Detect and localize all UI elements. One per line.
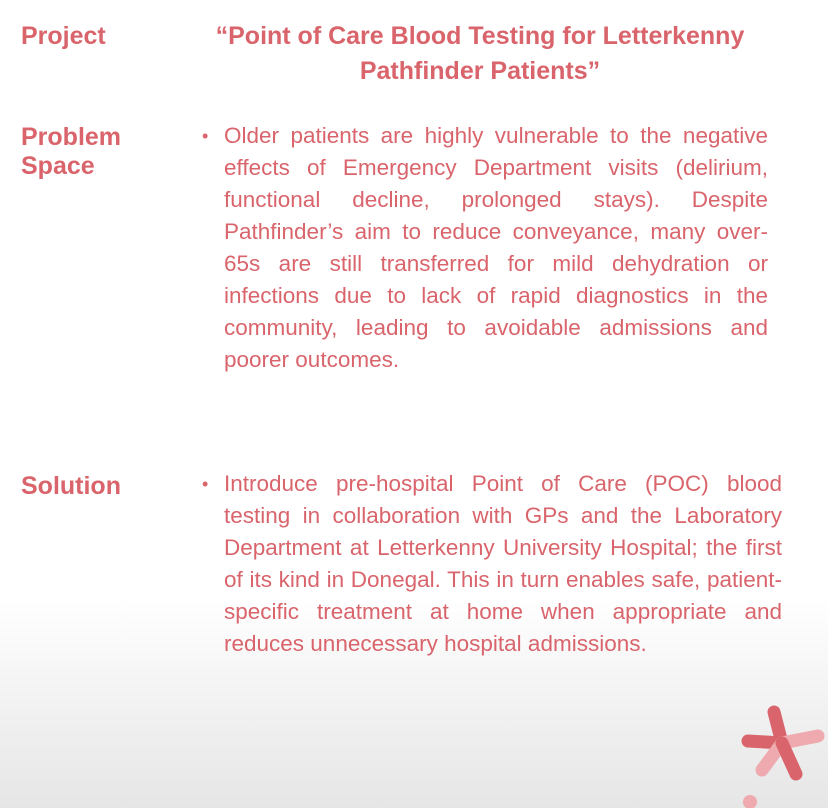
project-label: Project xyxy=(21,22,106,50)
problem-space-label-line2: Space xyxy=(21,152,95,180)
bullet-dot-icon: • xyxy=(202,126,209,146)
problem-space-label-line1: Problem xyxy=(21,123,122,151)
logo-stroke-bottom-right xyxy=(782,743,796,774)
problem-space-label xyxy=(21,123,121,181)
project-title: “Point of Care Blood Testing for Letterkenny Pathfinder Patients” xyxy=(215,22,745,85)
problem-space-text: Older patients are highly vulnerable to the negative effects of Emergency Department visits (delirium, functional decline, prolonged stays). Despite Pathfinder’s aim to reduce conveyance, many over-65s are still transferred for mild dehydration or infections due to lack of rapid diagnostics in the community, leading to avoidable admissions and poorer outcomes. xyxy=(224,123,768,372)
solution-label: Solution xyxy=(21,472,121,500)
logo-dot xyxy=(743,795,757,808)
bullet-dot-icon: • xyxy=(202,474,209,494)
asterisk-logo-icon xyxy=(738,700,828,808)
solution-text: Introduce pre-hospital Point of Care (POC) blood testing in collaboration with GPs and the Laboratory Department at Letterkenny University Hospital; the first of its kind in Donegal. This in turn enables safe, patient-specific treatment at home when appropriate and reduces unnecessary hospital admissions. xyxy=(224,471,782,656)
